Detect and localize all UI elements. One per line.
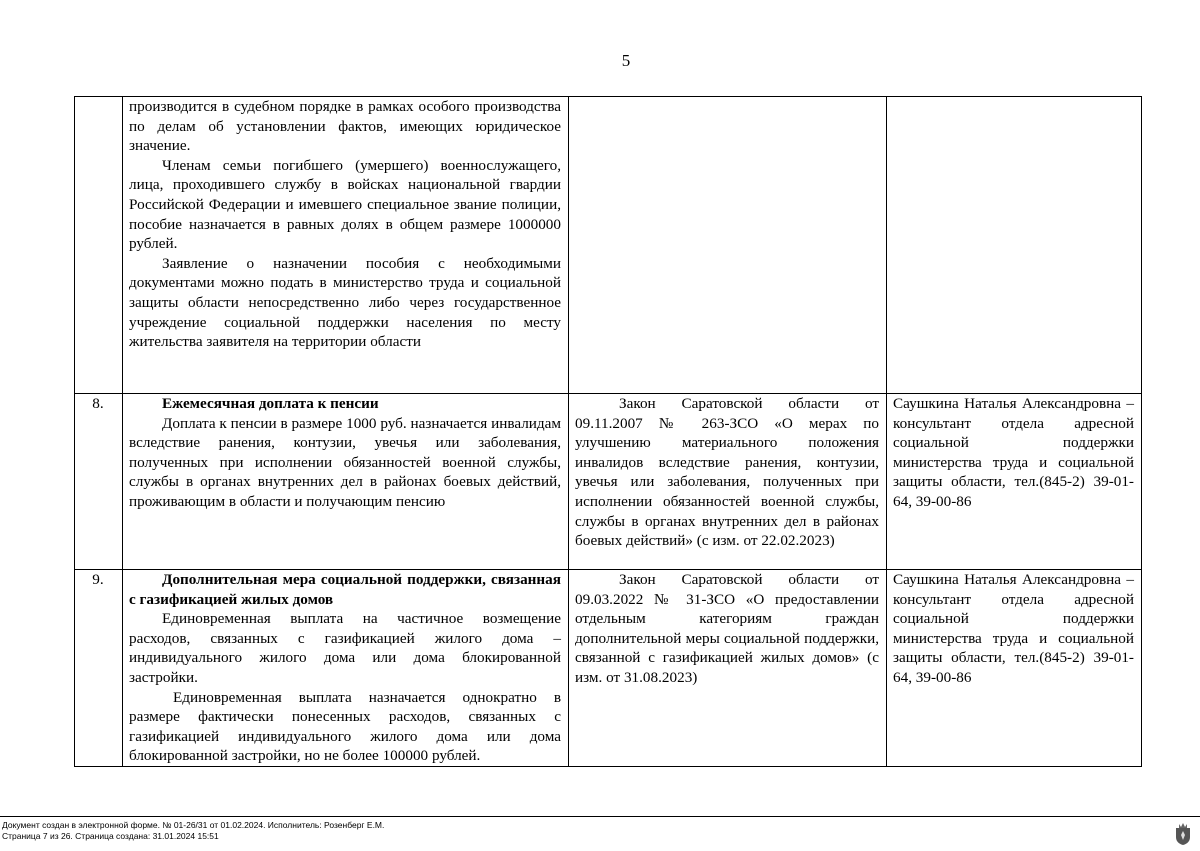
law-text: Закон Саратовской области от 09.11.2007 № 263-ЗСО «О мерах по улучшению материального положения инвалидов вследствие ранения, контузии, увечья или заболевания, полученных при исполнении обязанностей военной службы, службы в органах внутренних дел в районах боевых действий» (с изм. от 22.02.2023): [575, 395, 879, 550]
contact-info: [887, 394, 1142, 570]
law-reference: [569, 394, 887, 570]
measure-description: [123, 570, 569, 767]
contact-info: [887, 97, 1142, 394]
table-row: [75, 97, 1142, 394]
measures-table: [74, 96, 1142, 767]
contact-text: Саушкина Наталья Александровна – консультант отдела адресной социальной поддержки министерства труда и социальной защиты области, тел.(845-2) 39-01-64, 39-00-86: [893, 571, 1134, 686]
table-row: [75, 570, 1142, 767]
footer-line: Страница 7 из 26. Страница создана: 31.01.2024 15:51: [2, 831, 219, 841]
measure-description: [123, 97, 569, 394]
paragraph: производится в судебном порядке в рамках особого производства по делам об установлении фактов, имеющих юридическое значение.: [129, 98, 561, 155]
law-reference: [569, 97, 887, 394]
coat-of-arms-icon: [1174, 822, 1192, 846]
measure-title: Ежемесячная доплата к пенсии: [162, 395, 379, 412]
page-number: 5: [621, 51, 631, 70]
row-number: 9.: [75, 570, 123, 767]
row-number: 8.: [75, 394, 123, 570]
paragraph: Доплата к пенсии в размере 1000 руб. назначается инвалидам вследствие ранения, контузии, увечья или заболевания, полученных при исполнении обязанностей военной службы, службы в органах внутренних дел в районах боевых действий, проживающим в области и получающим пенсию: [129, 414, 561, 510]
law-text: Закон Саратовской области от 09.03.2022 № 31-ЗСО «О предоставлении отдельным категориям граждан дополнительной меры социальной поддержки, связанной с газификацией жилых домов» (с изм. от 31.08.2023): [575, 571, 879, 686]
contact-info: [887, 570, 1142, 767]
row-number: [75, 97, 123, 394]
paragraph: Заявление о назначении пособия с необходимыми документами можно подать в министерство труда и социальной защиты области непосредственно либо через государственное учреждение социальной поддержки населения по месту жительства заявителя на территории области: [129, 254, 561, 351]
measure-description: [123, 394, 569, 570]
footer-line: Документ создан в электронной форме. № 01-26/31 от 01.02.2024. Исполнитель: Розенберг Е.М.: [2, 820, 385, 830]
paragraph: Членам семьи погибшего (умершего) военнослужащего, лица, проходившего службу в войсках национальной гвардии Российской Федерации и имевшего специальное звание полиции, пособие назначается в равных долях в общем размере 1000000 рублей.: [129, 156, 561, 253]
measure-title: Дополнительная мера социальной поддержки, связанная с газификацией жилых домов: [129, 571, 561, 608]
paragraph: Единовременная выплата назначается однократно в размере фактически понесенных расходов, связанных с газификацией индивидуального жилого дома или дома блокированной застройки, но не более 100000 рублей.: [129, 688, 561, 765]
contact-text: Саушкина Наталья Александровна – консультант отдела адресной социальной поддержки министерства труда и социальной защиты области, тел.(845-2) 39-01-64, 39-00-86: [893, 395, 1134, 510]
paragraph: Единовременная выплата на частичное возмещение расходов, связанных с газификацией жилого дома – индивидуального жилого дома или дома блокированной застройки.: [129, 610, 561, 686]
law-reference: [569, 570, 887, 767]
document-footer: [0, 816, 1200, 842]
table-row: [75, 394, 1142, 570]
